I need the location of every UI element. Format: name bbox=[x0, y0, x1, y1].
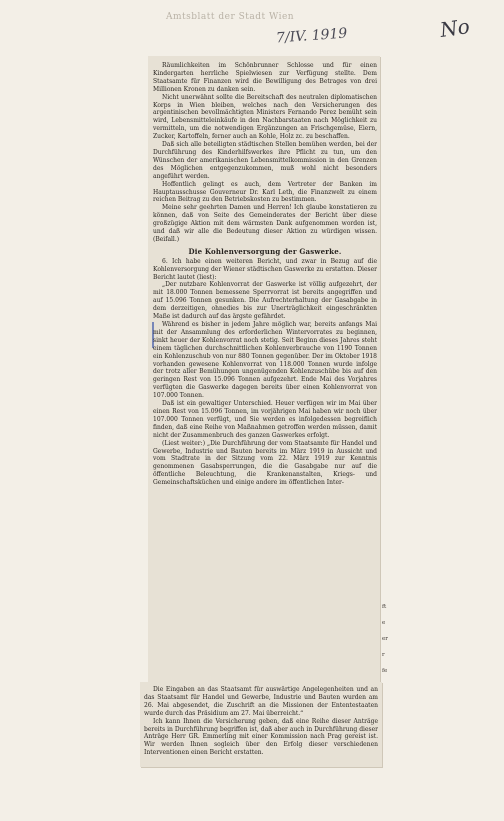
paragraph: Während es bisher in jedem Jahre möglich war, bereits anfangs Mai mit der Ansammlung des erforderlichen Wintervorrates zu beginnen, sinkt heuer der Kohlenvorrat noch stetig. Seit Beginn dieses Jahres steht einem täglichen durchschnittlichen Kohlenverbrauche von 1190 Tonnen ein Kohlenzuschub von nur 880 Tonnen gegenüber. Der im Oktober 1918 vorhanden gewesene Kohlenvorrat von 118.000 Tonnen wurde infolge der trotz aller Bemühungen ungenügenden Kohlenzuschübe bis auf den geringen Rest von 15.096 Tonnen aufgezehrt. Ende Mai des Vorjahres verfügten die Gaswerke dagegen bereits über einen Kohlenvorrat von 107.000 Tonnen. bbox=[153, 321, 377, 400]
paragraph: Daß ist ein gewaltiger Unterschied. Heuer verfügen wir im Mai über einen Rest von 15.096 Tonnen, im vorjährigen Mai haben wir noch über 107.000 Tonnen verfügt, und Sie werden es infolgedessen begreiflich finden, daß eine Reihe von Maßnahmen getroffen werden müssen, damit nicht der Zusammenbruch des ganzen Gaswerkes erfolgt. bbox=[153, 400, 377, 439]
margin-note: e bbox=[382, 620, 386, 626]
margin-note: ft bbox=[382, 604, 387, 610]
paragraph: Die Eingaben an das Staatsamt für auswärtige Angelegenheiten und an das Staatsamt für Handel und Gewerbe, Industrie und Bauten wurden am 26. Mai abgesendet, die Zuschrift an die Missionen der Ententestaaten wurde durch das Präsidium am 27. Mai überreicht.“ bbox=[144, 686, 378, 717]
paragraph: Daß sich alle beteiligten städtischen Stellen bemühen werden, bei der Durchführung des Kinderhilfswerkes ihre Pflicht zu tun, um den Wünschen der amerikanischen Lebensmittelkommission in den Grenzen des Möglichen entgegenzukommen, muß wohl nicht besonders angeführt werden. bbox=[153, 141, 377, 180]
section-heading: Die Kohlenversorgung der Gaswerke. bbox=[188, 246, 342, 256]
margin-note: er bbox=[382, 636, 388, 642]
document-number: No bbox=[438, 14, 472, 42]
article-continuation bbox=[144, 686, 378, 757]
paragraph: Hoffentlich gelingt es auch, dem Vertreter der Banken im Hauptausschusse Gouverneur Dr. Karl Leth, die Finanzwelt zu einem reichen Beitrag zu den Betriebskosten zu bestimmen. bbox=[153, 180, 377, 204]
paragraph: Meine sehr geehrten Damen und Herren! Ich glaube konstatieren zu können, daß von Seite des Gemeinderates der Bericht über diese großzügige Aktion mit dem wärmsten Dank aufgenommen worden ist, und daß wir alle die Bedeutung dieser Aktion zu würdigen wissen. (Beifall.) bbox=[153, 204, 377, 243]
paragraph: Nicht unerwähnt sollte die Bereitschaft des neutralen diplomatischen Korps in Wien bleiben, welches nach den Versicherungen des argentinischen bevollmächtigten Ministers Fernando Perez bemüht sein wird, Lebensmitteleinkäufe in den Nachbarstaaten nach Möglichkeit zu vermitteln, um die notwendigen Ergänzungen an Frischgemüse, Eiern, Zucker, Kartoffeln, ferner auch an Kohle, Holz zc. zu beschaffen. bbox=[153, 93, 377, 141]
paragraph: Ich kann Ihnen die Versicherung geben, daß eine Reihe dieser Anträge bereits in Durchführung begriffen ist, daß aber auch in Durchführung dieser Anträge Herr GR. Emmerling mit einer Kommission nach Prag gereist ist. Wir werden Ihnen sogleich über den Erfolg dieser verschiedenen Interventionen einen Bericht erstatten. bbox=[144, 717, 378, 757]
newspaper-stamp: Amtsblatt der Stadt Wien bbox=[166, 12, 295, 22]
handwritten-date: 7/IV. 1919 bbox=[275, 25, 348, 47]
paragraph: 6. Ich habe einen weiteren Bericht, und zwar in Bezug auf die Kohlenversorgung der Wiener städtischen Gaswerke zu erstatten. Dieser Bericht lautet (liest): bbox=[153, 257, 377, 281]
paragraph: (Liest weiter:) „Die Durchführung der vom Staatsamte für Handel und Gewerbe, Industrie und Bauten bereits im März 1919 in Aussicht und vom Stadtrate in der Sitzung vom 22. März 1919 zur Kenntnis genommenen Gasabsperrungen, die die Gasabgabe nur auf die öffentliche Beleuchtung, die Krankenanstalten, Kriegs- und Gemeinschaftsküchen und einige andere im öffentlichen Inter- bbox=[153, 439, 377, 487]
margin-note: r bbox=[382, 652, 385, 658]
article-column bbox=[153, 62, 377, 487]
margin-note: fe bbox=[382, 668, 388, 674]
paragraph: „Der nutzbare Kohlenvorrat der Gaswerke ist völlig aufgezehrt, der mit 18.000 Tonnen bemessene Sperrvorrat ist bereits angegriffen und auf 15.096 Tonnen gesunken. Die Aufrechterhaltung der Gasabgabe in dem derzeitigen, ohnedies bis zur Unerträglichkeit eingeschränkten Maße ist dadurch auf das ärgste gefährdet. bbox=[153, 281, 377, 321]
paragraph: Räumlichkeiten im Schönbrunner Schlosse und für einen Kindergarten herrliche Spielwiesen zur Verfügung stellte. Dem Staatsamte für Finanzen wird die Bewilligung des Betrages von drei Millionen Kronen zu danken sein. bbox=[153, 62, 377, 93]
